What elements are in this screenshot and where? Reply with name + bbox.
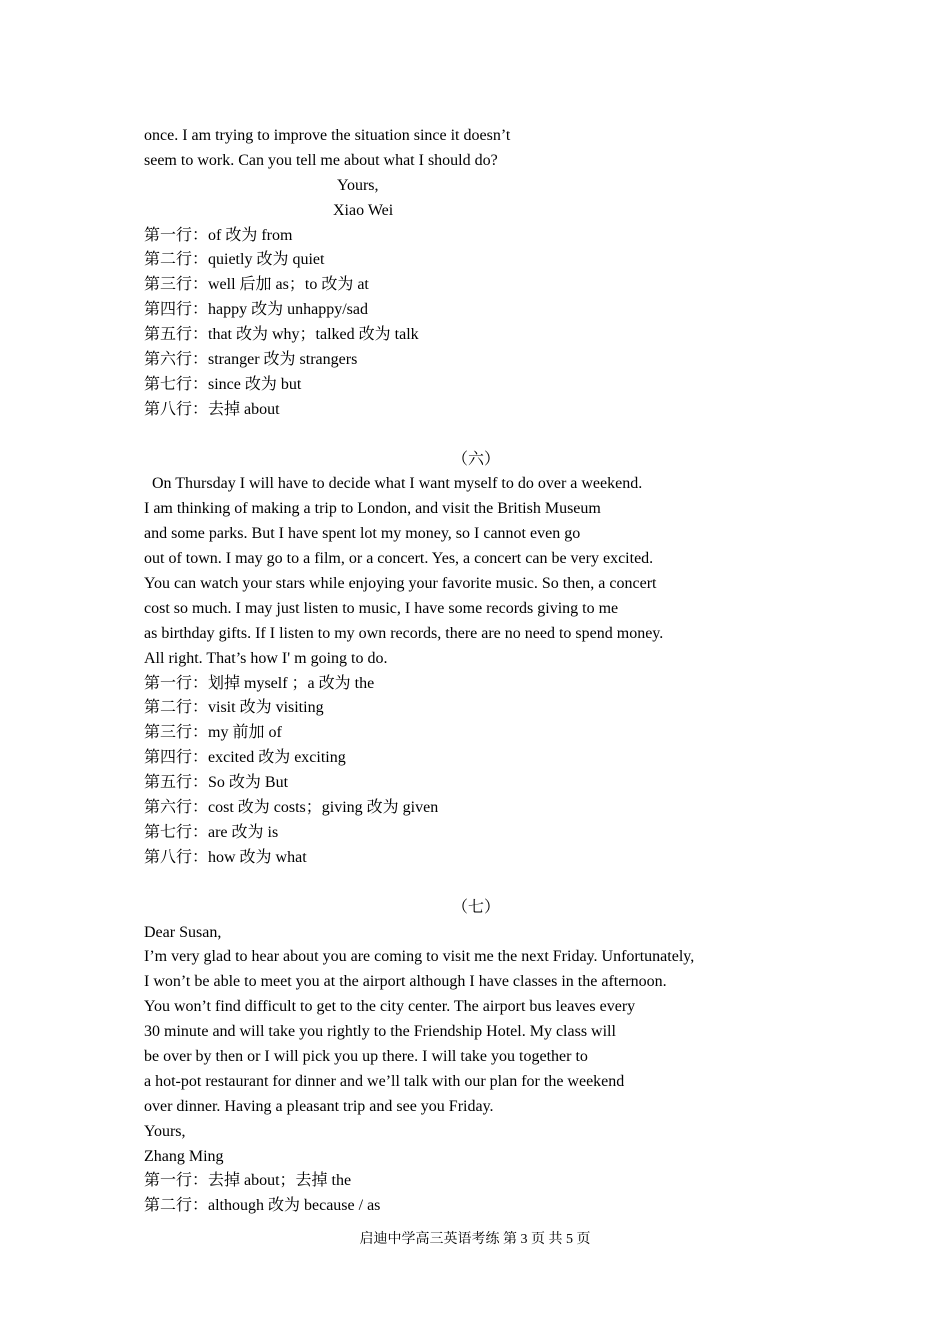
- passage-line: All right. That’s how I' m going to do.: [144, 649, 388, 667]
- passage-line: and some parks. But I have spent lot my money, so I cannot even go: [144, 525, 581, 543]
- correction-line: 第一行：划掉 myself ；a 改为 the: [144, 674, 375, 692]
- correction-line: 第二行：quietly 改为 quiet: [144, 251, 325, 269]
- correction-line: 第一行：去掉 about；去掉 the: [144, 1172, 352, 1190]
- passage-line: over dinner. Having a pleasant trip and see you Friday.: [144, 1097, 494, 1115]
- correction-line: 第二行：visit 改为 visiting: [144, 699, 324, 717]
- correction-line: 第三行：my 前加 of: [144, 724, 282, 742]
- passage-line: out of town. I may go to a film, or a concert. Yes, a concert can be very excited.: [144, 550, 654, 568]
- correction-line: 第六行：cost 改为 costs；giving 改为 given: [144, 799, 439, 817]
- correction-line: 第四行：excited 改为 exciting: [144, 749, 346, 767]
- correction-line: 第七行：since 改为 but: [144, 375, 302, 393]
- correction-line: 第一行：of 改为 from: [144, 226, 293, 244]
- letter-signature: Zhang Ming: [144, 1147, 224, 1165]
- passage-line: I won’t be able to meet you at the airport although I have classes in the afternoon.: [144, 973, 667, 991]
- passage-line: I am thinking of making a trip to London, and visit the British Museum: [144, 500, 601, 518]
- passage-line: You won’t find difficult to get to the city center. The airport bus leaves every: [144, 998, 636, 1016]
- passage-line: You can watch your stars while enjoying your favorite music. So then, a concert: [144, 575, 657, 593]
- letter-closing: Yours,: [144, 1122, 186, 1140]
- correction-line: 第八行：去掉 about: [144, 400, 280, 418]
- page-footer: 启迪中学高三英语考练 第 3 页 共 5 页: [359, 1232, 591, 1247]
- section-heading: （七）: [451, 898, 500, 916]
- passage-line: cost so much. I may just listen to music, I have some records giving to me: [144, 599, 619, 617]
- letter-closing: Yours,: [337, 176, 379, 194]
- page-text: [144, 124, 784, 1219]
- passage-line: a hot-pot restaurant for dinner and we’ll talk with our plan for the weekend: [144, 1072, 625, 1090]
- correction-line: 第六行：stranger 改为 strangers: [144, 351, 358, 369]
- correction-line: 第四行：happy 改为 unhappy/sad: [144, 301, 368, 319]
- spacer: [144, 423, 784, 448]
- letter-signature: Xiao Wei: [333, 201, 394, 219]
- letter-salutation: Dear Susan,: [144, 923, 222, 941]
- passage-line: I’m very glad to hear about you are coming to visit me the next Friday. Unfortunately,: [144, 948, 695, 966]
- correction-line: 第三行：well 后加 as；to 改为 at: [144, 276, 369, 294]
- letter-line: seem to work. Can you tell me about what I should do?: [144, 151, 498, 169]
- passage-line: 30 minute and will take you rightly to the Friendship Hotel. My class will: [144, 1023, 616, 1041]
- correction-line: 第二行：although 改为 because / as: [144, 1197, 381, 1215]
- passage-line: be over by then or I will pick you up there. I will take you together to: [144, 1047, 588, 1065]
- correction-line: 第五行：that 改为 why；talked 改为 talk: [144, 326, 419, 344]
- correction-line: 第八行：how 改为 what: [144, 848, 307, 866]
- letter-line: once. I am trying to improve the situation since it doesn’t: [144, 127, 511, 144]
- correction-line: 第五行：So 改为 But: [144, 774, 289, 792]
- passage-line: On Thursday I will have to decide what I want myself to do over a weekend.: [152, 475, 643, 493]
- correction-line: 第七行：are 改为 is: [144, 823, 279, 841]
- section-heading: （六）: [451, 450, 500, 468]
- passage-line: as birthday gifts. If I listen to my own records, there are no need to spend money.: [144, 624, 664, 642]
- spacer: [144, 871, 784, 896]
